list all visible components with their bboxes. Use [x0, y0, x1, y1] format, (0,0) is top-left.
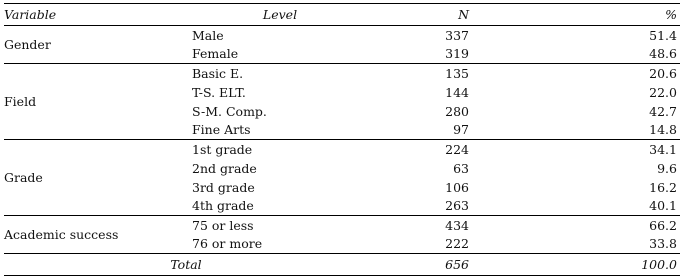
percent-cell: 22.0 — [649, 84, 677, 100]
n-cell: 222 — [445, 236, 469, 252]
level-cell: T-S. ELT. — [192, 84, 246, 100]
level-cell: 4th grade — [192, 198, 254, 214]
level-cell: S-M. Comp. — [192, 103, 267, 119]
level-cell: 3rd grade — [192, 179, 255, 195]
variable-cell: Field — [4, 64, 192, 140]
total-label: Total — [4, 254, 368, 276]
percent-cell: 48.6 — [649, 46, 677, 62]
variable-cell: Academic success — [4, 216, 192, 254]
percent-cell: 42.7 — [649, 103, 677, 119]
percent-cell: 16.2 — [649, 179, 677, 195]
percent-cell: 66.2 — [472, 216, 680, 235]
percent-cell: 51.4 — [472, 26, 680, 45]
table-row — [4, 64, 680, 83]
n-cell: 97 — [453, 122, 469, 138]
n-cell: 434 — [368, 216, 472, 235]
level-cell: Male — [192, 26, 368, 45]
n-cell: 63 — [453, 160, 469, 176]
n-cell: 337 — [368, 26, 472, 45]
level-cell: 75 or less — [192, 216, 368, 235]
level-cell: 76 or more — [192, 236, 263, 252]
n-cell: 263 — [445, 198, 469, 214]
total-row — [4, 254, 680, 276]
n-cell: 319 — [445, 46, 469, 62]
percent-cell: 40.1 — [649, 198, 677, 214]
total-percent: 100.0 — [472, 254, 680, 276]
table-row — [4, 140, 680, 159]
total-n: 656 — [368, 254, 472, 276]
n-cell: 280 — [445, 103, 469, 119]
header-level: Level — [192, 4, 368, 26]
variable-cell: Grade — [4, 140, 192, 216]
percent-cell: 14.8 — [649, 122, 677, 138]
percent-cell: 34.1 — [472, 140, 680, 159]
level-cell: 1st grade — [192, 140, 368, 159]
percent-cell: 9.6 — [657, 160, 677, 176]
n-cell: 135 — [368, 64, 472, 83]
n-cell: 144 — [445, 84, 469, 100]
table-row — [4, 26, 680, 45]
percent-cell: 20.6 — [472, 64, 680, 83]
header-percent: % — [472, 4, 680, 26]
percent-cell: 33.8 — [649, 236, 677, 252]
header-variable: Variable — [4, 4, 192, 26]
header-row — [4, 4, 680, 26]
level-cell: 2nd grade — [192, 160, 257, 176]
n-cell: 106 — [445, 179, 469, 195]
n-cell: 224 — [368, 140, 472, 159]
level-cell: Fine Arts — [192, 122, 251, 138]
frequency-table — [4, 3, 680, 276]
table-row — [4, 216, 680, 235]
level-cell: Basic E. — [192, 64, 368, 83]
level-cell: Female — [192, 46, 239, 62]
variable-cell: Gender — [4, 26, 192, 64]
header-n: N — [368, 4, 472, 26]
